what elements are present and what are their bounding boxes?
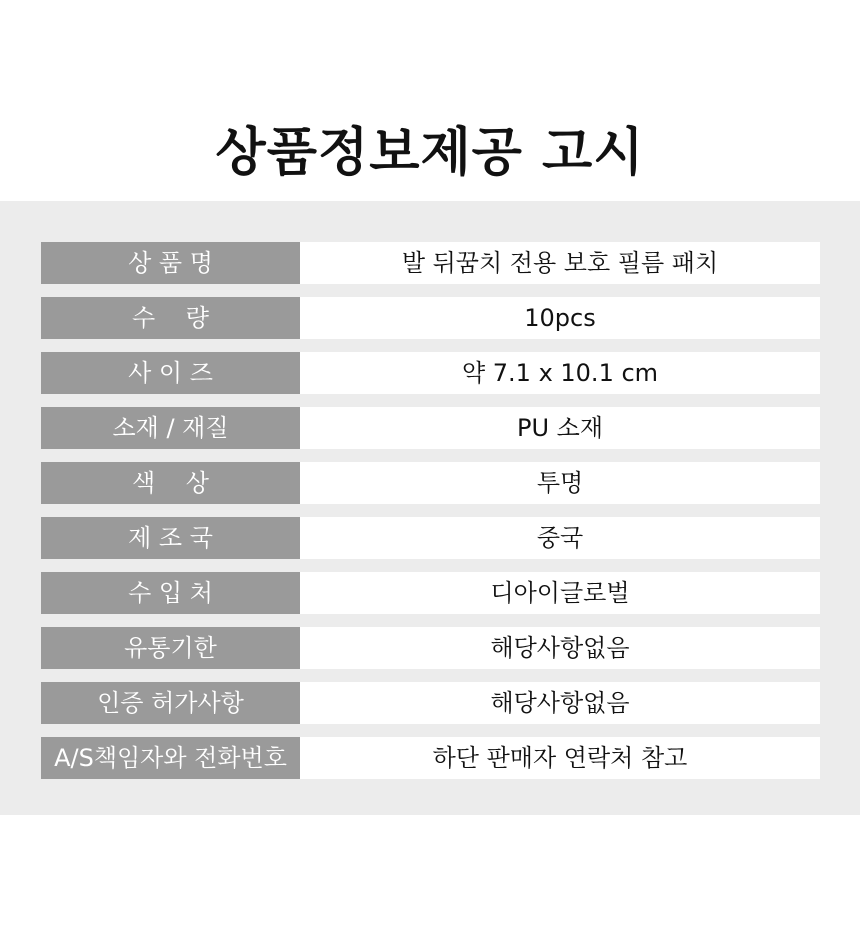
row-value: PU 소재 [300, 407, 820, 449]
table-row-certification [41, 682, 820, 724]
row-label: 소재 / 재질 [41, 407, 300, 449]
row-value: 10pcs [300, 297, 820, 339]
table-row-product-name [41, 242, 820, 284]
row-label: 제 조 국 [41, 517, 300, 559]
table-row-expiry [41, 627, 820, 669]
row-label: 인증 허가사항 [41, 682, 300, 724]
table-row-quantity [41, 297, 820, 339]
row-value: 발 뒤꿈치 전용 보호 필름 패치 [300, 242, 820, 284]
page-title: 상품정보제공 고시 [215, 122, 645, 183]
product-info-table [41, 242, 820, 779]
table-row-importer [41, 572, 820, 614]
product-info-panel [0, 201, 860, 815]
row-value: 해당사항없음 [300, 627, 820, 669]
row-label: 유통기한 [41, 627, 300, 669]
row-label: 사 이 즈 [41, 352, 300, 394]
row-value: 투명 [300, 462, 820, 504]
table-row-country [41, 517, 820, 559]
row-value: 하단 판매자 연락처 참고 [300, 737, 820, 779]
row-label: 색 상 [41, 462, 300, 504]
table-row-color [41, 462, 820, 504]
table-row-material [41, 407, 820, 449]
row-label: 수 입 처 [41, 572, 300, 614]
row-label: A/S책임자와 전화번호 [41, 737, 300, 779]
table-row-as-contact [41, 737, 820, 779]
row-value: 약 7.1 x 10.1 cm [300, 352, 820, 394]
row-value: 해당사항없음 [300, 682, 820, 724]
row-value: 디아이글로벌 [300, 572, 820, 614]
row-value: 중국 [300, 517, 820, 559]
row-label: 상 품 명 [41, 242, 300, 284]
row-label: 수 량 [41, 297, 300, 339]
table-row-size [41, 352, 820, 394]
